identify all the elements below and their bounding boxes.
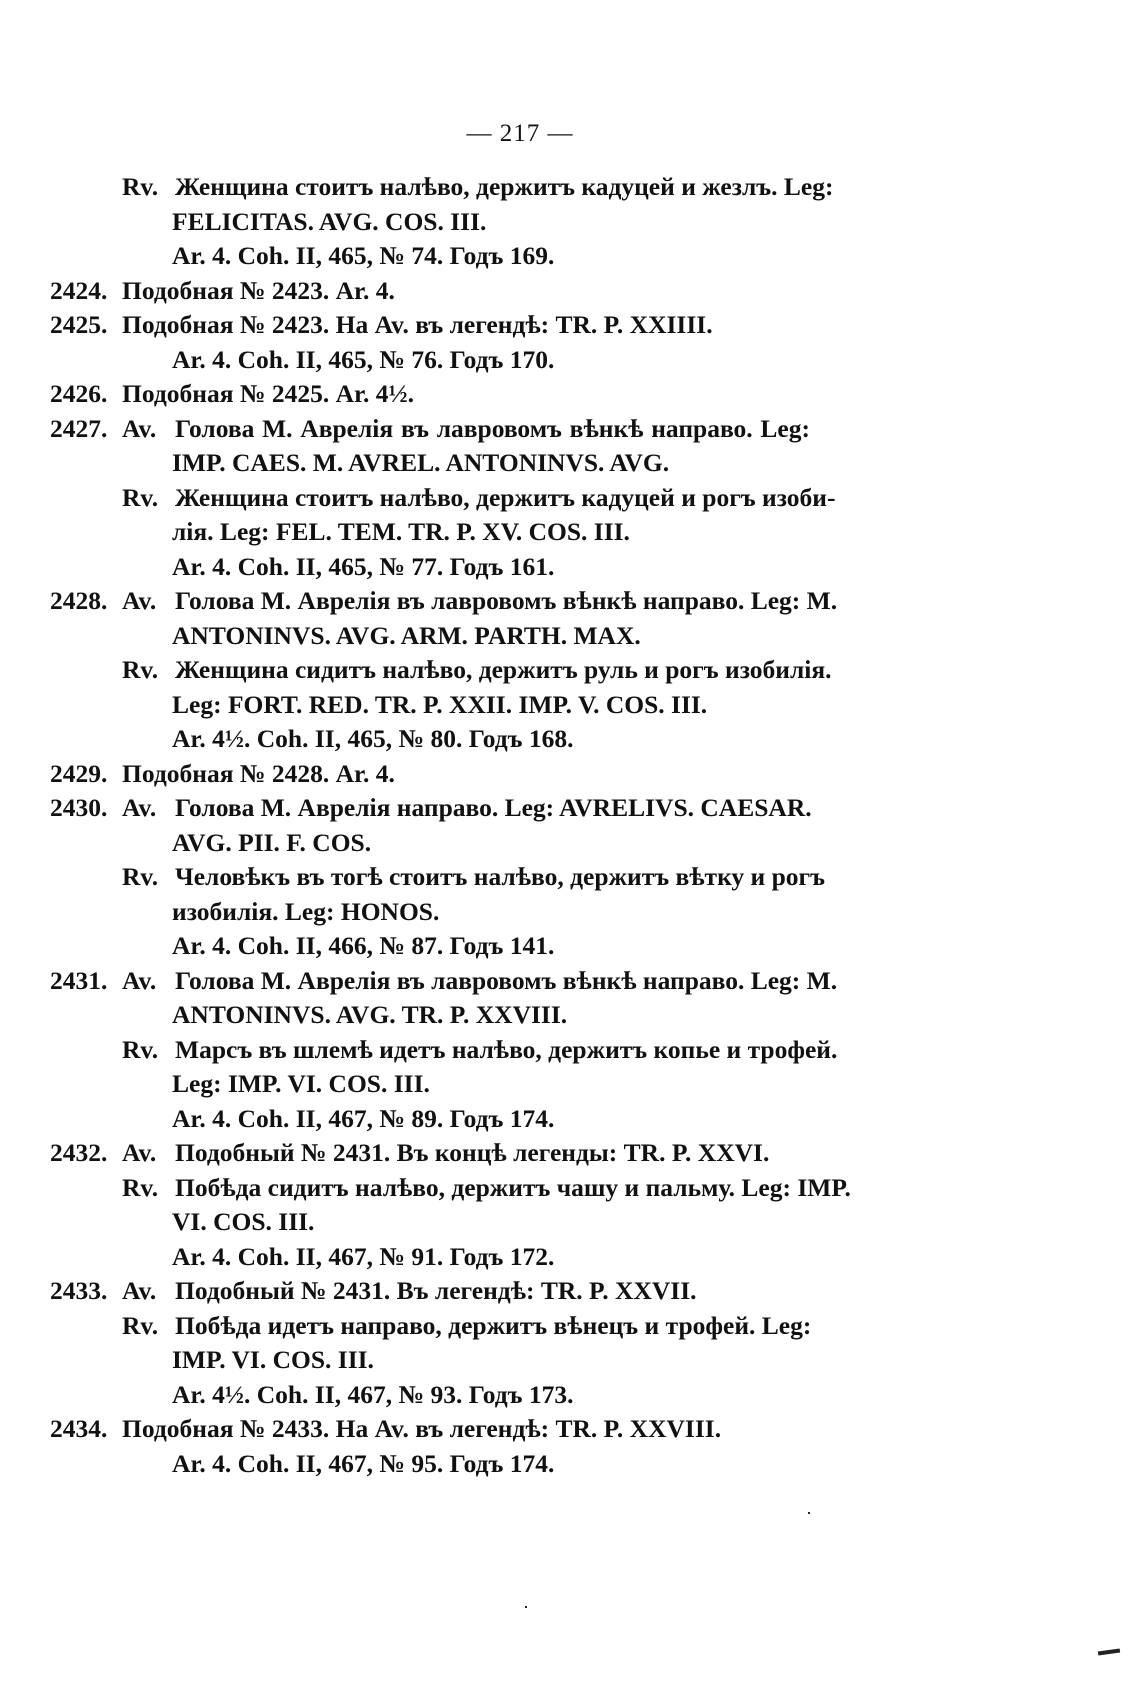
side-label: Av. bbox=[122, 586, 157, 615]
line-text: ANTONINVS. AVG. TR. P. XXVIII. bbox=[172, 1000, 568, 1029]
entry-number: 2434. bbox=[50, 1414, 108, 1443]
line-text: IMP. VI. COS. III. bbox=[172, 1345, 374, 1374]
page-number: — 217 — bbox=[466, 120, 574, 147]
text-line bbox=[0, 1205, 1140, 1240]
line-text: IMP. CAES. M. AVREL. ANTONINVS. AVG. bbox=[172, 448, 670, 477]
line-text: изобилія. Leg: HONOS. bbox=[172, 896, 440, 926]
entry-number: 2425. bbox=[50, 310, 108, 339]
line-text: Подобная № 2428. Ar. 4. bbox=[122, 758, 395, 788]
line-text: Человѣкъ въ тогѣ стоитъ налѣво, держитъ вѣтку и рогъ bbox=[175, 862, 825, 891]
line-text: Голова М. Аврелія въ лавровомъ вѣнкѣ направо. Leg: bbox=[175, 413, 810, 443]
side-label: Rv. bbox=[122, 172, 159, 201]
text-line bbox=[0, 308, 1140, 343]
line-text: FELICITAS. AVG. COS. III. bbox=[172, 206, 487, 236]
side-label: Rv. bbox=[122, 1172, 159, 1202]
scan-dot bbox=[808, 1512, 810, 1514]
entry-number: 2427. bbox=[50, 413, 108, 443]
line-text: Подобная № 2433. На Av. въ легендѣ: TR. P. XXVIII. bbox=[122, 1414, 722, 1443]
text-line bbox=[0, 481, 1140, 516]
side-label: Rv. bbox=[122, 482, 159, 512]
scan-dot bbox=[525, 1606, 527, 1608]
line-text: Ar. 4. Coh. II, 466, № 87. Годъ 141. bbox=[172, 931, 555, 960]
entry-number: 2424. bbox=[50, 275, 108, 305]
line-text: Leg: FORT. RED. TR. P. XXII. IMP. V. COS. III. bbox=[172, 689, 708, 719]
side-label: Rv. bbox=[122, 1034, 159, 1064]
text-line bbox=[0, 205, 1140, 240]
side-label: Av. bbox=[122, 1138, 157, 1167]
text-line bbox=[0, 1102, 1140, 1137]
line-text: Ar. 4. Coh. II, 465, № 77. Годъ 161. bbox=[172, 551, 555, 581]
text-line bbox=[0, 1171, 1140, 1206]
text-line bbox=[0, 1033, 1140, 1068]
text-line bbox=[0, 170, 1140, 205]
text-line bbox=[0, 274, 1140, 309]
text-line bbox=[0, 1274, 1140, 1309]
text-line bbox=[0, 584, 1140, 619]
side-label: Av. bbox=[122, 793, 157, 822]
line-text: Ar. 4½. Coh. II, 467, № 93. Годъ 173. bbox=[172, 1379, 574, 1409]
side-label: Av. bbox=[122, 965, 157, 995]
line-text: Leg: IMP. VI. COS. III. bbox=[172, 1069, 430, 1098]
line-text: Женщина сидитъ налѣво, держитъ руль и рогъ изобилія. bbox=[175, 655, 832, 684]
line-text: Голова М. Аврелія направо. Leg: AVRELIVS. CAESAR. bbox=[175, 793, 812, 822]
line-text: ANTONINVS. AVG. ARM. PARTH. MAX. bbox=[172, 620, 641, 650]
line-text: Голова М. Аврелія въ лавровомъ вѣнкѣ направо. Leg: M. bbox=[175, 586, 838, 615]
line-text: Ar. 4½. Coh. II, 465, № 80. Годъ 168. bbox=[172, 724, 574, 753]
text-line bbox=[0, 1309, 1140, 1344]
text-line bbox=[0, 757, 1140, 792]
line-text: AVG. PII. F. COS. bbox=[172, 827, 372, 857]
text-line bbox=[0, 1136, 1140, 1171]
text-line bbox=[0, 1447, 1140, 1482]
text-line bbox=[0, 791, 1140, 826]
line-text: Женщина стоитъ налѣво, держитъ кадуцей и жезлъ. Leg: bbox=[175, 172, 834, 201]
line-text: Подобная № 2425. Ar. 4½. bbox=[122, 379, 415, 408]
entry-number: 2431. bbox=[50, 965, 108, 995]
text-line bbox=[0, 619, 1140, 654]
line-text: VI. COS. III. bbox=[172, 1207, 315, 1236]
text-line bbox=[0, 688, 1140, 723]
entry-number: 2429. bbox=[50, 758, 108, 788]
text-line bbox=[0, 826, 1140, 861]
entry-number: 2428. bbox=[50, 586, 108, 615]
side-label: Rv. bbox=[122, 655, 159, 684]
line-text: Ar. 4. Coh. II, 465, № 74. Годъ 169. bbox=[172, 241, 555, 270]
scan-mark bbox=[1098, 1648, 1120, 1655]
text-line bbox=[0, 550, 1140, 585]
line-text: Подобная № 2423. На Av. въ легендѣ: TR. P. XXIIII. bbox=[122, 310, 713, 339]
line-text: Ar. 4. Coh. II, 467, № 95. Годъ 174. bbox=[172, 1448, 555, 1478]
text-line bbox=[0, 653, 1140, 688]
text-line bbox=[0, 1240, 1140, 1275]
line-text: Женщина стоитъ налѣво, держитъ кадуцей и рогъ изоби- bbox=[175, 482, 836, 512]
side-label: Av. bbox=[122, 413, 157, 443]
text-line bbox=[0, 1378, 1140, 1413]
line-text: Голова М. Аврелія въ лавровомъ вѣнкѣ направо. Leg: M. bbox=[175, 965, 838, 995]
line-text: Подобная № 2423. Ar. 4. bbox=[122, 275, 395, 305]
line-text: лія. Leg: FEL. TEM. TR. P. XV. COS. III. bbox=[172, 517, 630, 546]
line-text: Марсъ въ шлемѣ идетъ налѣво, держитъ копье и трофей. bbox=[175, 1034, 838, 1064]
line-text: Побѣда идетъ направо, держитъ вѣнецъ и трофей. Leg: bbox=[175, 1310, 812, 1340]
text-line bbox=[0, 1067, 1140, 1102]
line-text: Подобный № 2431. Въ концѣ легенды: TR. P. XXVI. bbox=[175, 1138, 770, 1167]
line-text: Ar. 4. Coh. II, 467, № 89. Годъ 174. bbox=[172, 1103, 555, 1133]
text-line bbox=[0, 377, 1140, 412]
text-line bbox=[0, 860, 1140, 895]
text-line bbox=[0, 1412, 1140, 1447]
entry-number: 2426. bbox=[50, 379, 108, 408]
side-label: Av. bbox=[122, 1276, 157, 1305]
text-line bbox=[0, 515, 1140, 550]
side-label: Rv. bbox=[122, 862, 159, 891]
text-line bbox=[0, 998, 1140, 1033]
line-text: Ar. 4. Coh. II, 467, № 91. Годъ 172. bbox=[172, 1241, 555, 1271]
text-line bbox=[0, 929, 1140, 964]
text-line bbox=[0, 964, 1140, 999]
side-label: Rv. bbox=[122, 1310, 159, 1340]
line-text: Подобный № 2431. Въ легендѣ: TR. P. XXVII. bbox=[175, 1276, 697, 1305]
line-text: Побѣда сидитъ налѣво, держитъ чашу и пальму. Leg: IMP. bbox=[175, 1172, 851, 1202]
line-text: Ar. 4. Coh. II, 465, № 76. Годъ 170. bbox=[172, 344, 555, 374]
text-line bbox=[0, 722, 1140, 757]
catalogue-entries bbox=[0, 170, 1140, 1481]
text-line bbox=[0, 895, 1140, 930]
entry-number: 2433. bbox=[50, 1276, 108, 1305]
text-line bbox=[0, 446, 1140, 481]
text-line bbox=[0, 1343, 1140, 1378]
entry-number: 2430. bbox=[50, 793, 108, 822]
text-line bbox=[0, 343, 1140, 378]
entry-number: 2432. bbox=[50, 1138, 108, 1167]
text-line bbox=[0, 412, 1140, 447]
text-line bbox=[0, 239, 1140, 274]
